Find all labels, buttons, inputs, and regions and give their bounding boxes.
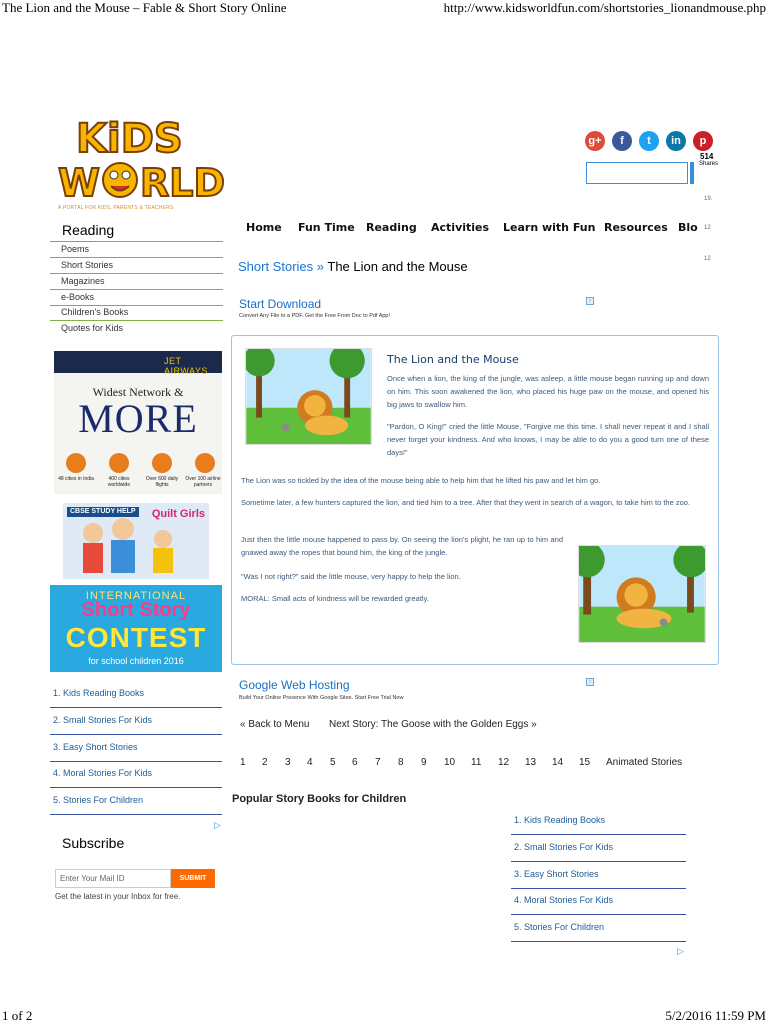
story-paragraph: Just then the little mouse happened to pass by. On seeing the lion's plight, he ran up to him and gnawed away the ropes that bound him, the king of the jungle. (241, 535, 563, 557)
plane-icon (152, 453, 172, 473)
ad-subtext: Convert Any File to a PDF. Get the Free From Doc to Pdf App! (239, 313, 391, 319)
breadcrumb-current: The Lion and the Mouse (327, 259, 468, 274)
left-list-item[interactable]: 1. Kids Reading Books (50, 681, 222, 708)
page-link[interactable]: 9 (421, 757, 427, 768)
search-input[interactable] (586, 162, 688, 184)
side-count: 12 (704, 225, 711, 231)
email-field[interactable]: Enter Your Mail ID (55, 869, 171, 888)
cbse-ad[interactable] (63, 503, 209, 579)
page-link[interactable]: 14 (552, 757, 564, 768)
twitter-icon[interactable]: t (639, 131, 659, 151)
nav-resources[interactable]: Resources (604, 221, 668, 234)
left-list-item[interactable]: 4. Moral Stories For Kids (50, 761, 222, 788)
ad-big-text: MORE (78, 396, 198, 441)
right-list-item[interactable]: 2. Small Stories For Kids (511, 835, 686, 862)
cities-icon (66, 453, 86, 473)
page-link[interactable]: 13 (525, 757, 537, 768)
ad-stat: 48 cities in India (58, 476, 94, 482)
ad-stat: 400 cities worldwide (107, 476, 131, 488)
partners-icon (195, 453, 215, 473)
ad-label: CBSE STUDY HELP (67, 507, 139, 517)
nav-activities[interactable]: Activities (431, 221, 490, 234)
sidebar-item-ebooks[interactable]: e-Books (50, 290, 223, 306)
page-link[interactable]: 1 (240, 757, 246, 768)
page-link[interactable]: 10 (444, 757, 456, 768)
ad-subtext: Build Your Online Presence With Google Sites. Start Free Trial Now (239, 695, 404, 701)
short-story-contest-ad[interactable] (50, 585, 222, 672)
contest-line1: INTERNATIONAL (85, 590, 187, 602)
facebook-icon[interactable]: f (612, 131, 632, 151)
site-logo[interactable] (54, 110, 224, 215)
svg-text:RLD: RLD (140, 161, 224, 205)
page-link[interactable]: 2 (262, 757, 268, 768)
ad-title-google-web-hosting[interactable]: Google Web Hosting (239, 678, 350, 692)
ad-info-icon[interactable]: i (586, 678, 594, 686)
share-count: 514 (700, 152, 714, 161)
nav-fun-time[interactable]: Fun Time (298, 221, 355, 234)
svg-text:KiDS: KiDS (76, 116, 183, 162)
right-list-item[interactable]: 3. Easy Short Stories (511, 862, 686, 889)
page-link[interactable]: 11 (471, 757, 482, 768)
story-paragraph: "Was I not right?" said the little mouse, very happy to help the lion. (241, 572, 461, 581)
google-plus-icon[interactable]: g+ (585, 131, 605, 151)
lion-tied-illustration (578, 545, 706, 643)
right-list-item[interactable]: 1. Kids Reading Books (511, 808, 686, 835)
ad-title: Quilt Girls (151, 508, 205, 520)
breadcrumb (238, 259, 468, 274)
adchoices-icon[interactable]: ▷ (677, 946, 684, 956)
share-label: Shares (699, 161, 719, 167)
ad-headline: Widest Network & (92, 385, 184, 399)
logo-graphic (54, 110, 224, 205)
contest-line2: Short Story (81, 599, 191, 621)
story-paragraph: Sometime later, a few hunters captured the lion, and tied him to a tree. After that they went in search of a wagon, to take him to the zoo. (241, 498, 691, 507)
back-to-menu-link[interactable]: « Back to Menu (240, 719, 310, 730)
nav-blog[interactable]: Blo (678, 221, 698, 234)
page-link[interactable]: 4 (307, 757, 313, 768)
pinterest-icon[interactable]: p (693, 131, 713, 151)
nav-learn-with-fun[interactable]: Learn with Fun (503, 221, 596, 234)
nav-reading[interactable]: Reading (366, 221, 417, 234)
print-url: http://www.kidsworldfun.com/shortstories_lionandmouse.php (443, 0, 766, 15)
subscribe-note: Get the latest in your Inbox for free. (55, 892, 181, 901)
page-link[interactable]: 3 (285, 757, 291, 768)
story-moral: MORAL: Small acts of kindness will be rewarded greatly. (241, 594, 429, 603)
ad-brand: JET AIRWAYS (164, 356, 208, 376)
side-count: 12 (704, 256, 711, 262)
globe-icon (109, 453, 129, 473)
popular-heading: Popular Story Books for Children (232, 793, 407, 805)
sidebar-item-magazines[interactable]: Magazines (50, 274, 223, 290)
contest-line3: CONTEST (65, 622, 207, 653)
search-button[interactable] (690, 162, 694, 184)
breadcrumb-separator: » (313, 259, 328, 274)
contest-line4: for school children 2016 (88, 656, 184, 666)
linkedin-icon[interactable]: in (666, 131, 686, 151)
ad-stat: Over 100 airline partners (185, 476, 221, 488)
breadcrumb-short-stories[interactable]: Short Stories (238, 259, 314, 274)
right-list-item[interactable]: 5. Stories For Children (511, 915, 686, 942)
next-story-link[interactable]: Next Story: The Goose with the Golden Eggs » (329, 719, 537, 730)
left-list-item[interactable]: 5. Stories For Children (50, 788, 222, 815)
page-link[interactable]: 15 (579, 757, 591, 768)
svg-text:W: W (58, 161, 100, 205)
sidebar-item-quotes[interactable]: Quotes for Kids (61, 323, 124, 333)
subscribe-heading: Subscribe (62, 835, 125, 851)
logo-tagline: A PORTAL FOR KIDS, PARENTS & TEACHERS (58, 205, 174, 211)
sidebar-item-poems[interactable]: Poems (50, 242, 223, 258)
nav-home[interactable]: Home (246, 221, 282, 234)
page-link[interactable]: 12 (498, 757, 510, 768)
page-link[interactable]: 5 (330, 757, 336, 768)
sidebar-heading-reading: Reading (62, 222, 115, 238)
print-page-number: 1 of 2 (2, 1008, 33, 1023)
jet-airways-ad[interactable] (54, 351, 222, 494)
story-paragraph: Once when a lion, the king of the jungle, was asleep, a little mouse began running up and down on him. This soon awakened the lion, who placed his huge paw on the mouse, and opened his big jaws to swallow him. (387, 374, 709, 409)
page-link[interactable]: 8 (398, 757, 404, 768)
story-paragraph: "Pardon, O King!" cried the little Mouse, "Forgive me this time. I shall never repeat it and I shall never forget your kindness. And who knows, I may be able to do you a good turn one of these days!" (387, 422, 709, 457)
right-list-item[interactable]: 4. Moral Stories For Kids (511, 888, 686, 915)
page-link[interactable]: 6 (352, 757, 358, 768)
story-paragraph: The Lion was so tickled by the idea of the mouse being able to help him that he lifted his paw and let him go. (241, 476, 601, 485)
ad-title-start-download[interactable]: Start Download (239, 297, 322, 311)
print-date: 5/2/2016 11:59 PM (665, 1008, 766, 1023)
ad-info-icon[interactable]: i (586, 297, 594, 305)
story-title: The Lion and the Mouse (387, 353, 519, 366)
left-list-item[interactable]: 3. Easy Short Stories (50, 735, 222, 762)
adchoices-icon[interactable]: ▷ (214, 820, 221, 830)
sidebar-item-short-stories[interactable]: Short Stories (50, 258, 223, 274)
ad-stat: Over 600 daily flights (145, 476, 179, 488)
sidebar-item-childrens-books[interactable]: Children's Books (50, 305, 223, 321)
side-count: 19. (704, 196, 713, 202)
left-list-item[interactable]: 2. Small Stories For Kids (50, 708, 222, 735)
animated-stories-link[interactable]: Animated Stories (606, 757, 683, 768)
submit-button[interactable]: SUBMIT (171, 869, 215, 888)
lion-mouse-illustration (245, 348, 372, 445)
print-title: The Lion and the Mouse – Fable & Short Story Online (2, 0, 287, 15)
page-link[interactable]: 7 (375, 757, 381, 768)
